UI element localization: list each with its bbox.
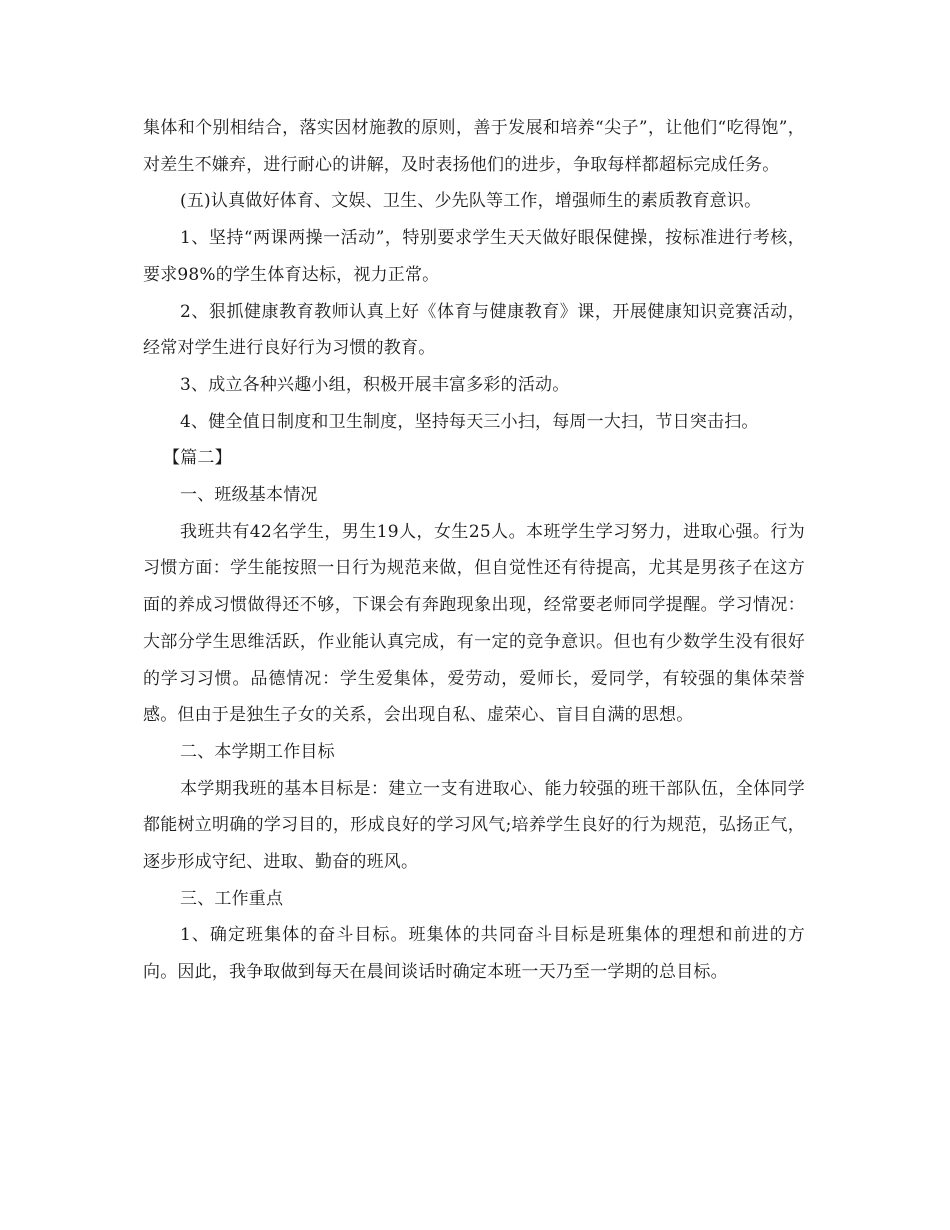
paragraph-section-five: (五)认真做好体育、文娱、卫生、少先队等工作，增强师生的素质教育意识。	[180, 191, 762, 212]
chapter-heading: 【篇二】	[163, 448, 232, 469]
paragraph-item-1: 1、坚持“两课两操一活动”，特别要求学生天天做好眼保健操，按标准进行考核，要求98%的学生体育达标，视力正常。	[143, 228, 805, 285]
document-body	[143, 110, 805, 991]
paragraph-focus-1: 1、确定班集体的奋斗目标。班集体的共同奋斗目标是班集体的理想和前进的方向。因此，我争取做到每天在晨间谈话时确定本班一天乃至一学期的总目标。	[143, 925, 805, 983]
paragraph-item-4: 4、健全值日制度和卫生制度，坚持每天三小扫，每周一大扫，节日突击扫。	[180, 411, 759, 432]
section-heading-2: 二、本学期工作目标	[180, 741, 335, 762]
paragraph-class-situation: 我班共有42名学生，男生19人，女生25人。本班学生学习努力，进取心强。行为习惯方面：学生能按照一日行为规范来做，但自觉性还有待提高，尤其是男孩子在这方面的养成习惯做得还不够，下课会有奔跑现象出现，经常要老师同学提醒。学习情况：大部分学生思维活跃，作业能认真完成，有一定的竞争意识。但也有少数学生没有很好的学习习惯。品德情况：学生爱集体，爱劳动，爱师长，爱同学，有较强的集体荣誉感。但由于是独生子女的关系，会出现自私、虚荣心、盲目自满的思想。	[143, 521, 805, 726]
paragraph-item-2: 2、狠抓健康教育教师认真上好《体育与健康教育》课，开展健康知识竞赛活动，经常对学生进行良好行为习惯的教育。	[143, 301, 805, 359]
section-heading-3: 三、工作重点	[180, 888, 284, 909]
paragraph-semester-goal: 本学期我班的基本目标是：建立一支有进取心、能力较强的班干部队伍，全体同学都能树立明确的学习目的，形成良好的学习风气;培养学生良好的行为规范，弘扬正气，逐步形成守纪、进取、勤奋的班风。	[143, 778, 805, 873]
paragraph-continuation: 集体和个别相结合，落实因材施教的原则，善于发展和培养“尖子”，让他们“吃得饱”，对差生不嫌弃，进行耐心的讲解，及时表扬他们的进步，争取每样都超标完成任务。	[143, 118, 805, 175]
paragraph-item-3: 3、成立各种兴趣小组，积极开展丰富多彩的活动。	[180, 374, 570, 395]
section-heading-1: 一、班级基本情况	[180, 485, 318, 506]
